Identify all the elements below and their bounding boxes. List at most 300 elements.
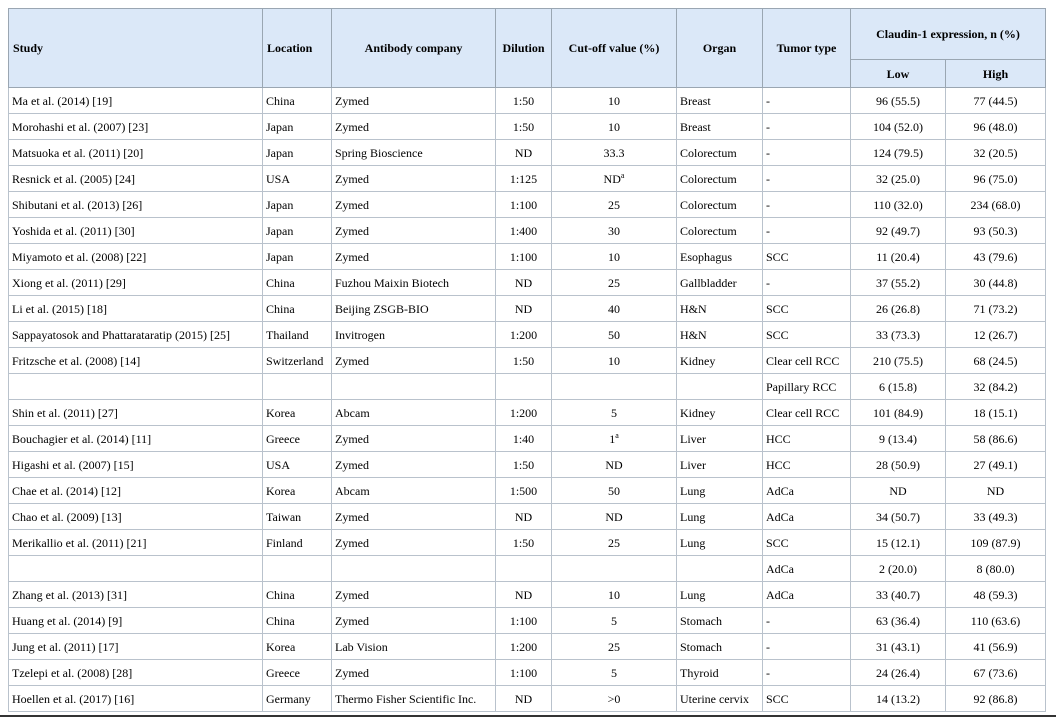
- cell-cutoff-text: 10: [608, 119, 620, 134]
- cell-location-text: Korea: [266, 639, 296, 654]
- cell-tumor-type-text: -: [766, 197, 770, 212]
- cell-dilution: [496, 452, 552, 478]
- cell-location-text: Taiwan: [266, 509, 302, 524]
- cell-antibody-text: Zymed: [335, 431, 369, 446]
- cell-high-text: 32 (20.5): [973, 145, 1018, 160]
- cell-organ-text: Breast: [680, 119, 711, 134]
- cell-antibody-text: Zymed: [335, 119, 369, 134]
- cell-dilution: [496, 166, 552, 192]
- cell-location: [263, 660, 332, 686]
- cell-tumor-type: [763, 218, 851, 244]
- cell-antibody: [332, 686, 496, 712]
- cell-dilution-text: 1:100: [509, 665, 538, 680]
- cell-organ: [677, 400, 763, 426]
- cell-study-text: Jung et al. (2011) [17]: [12, 639, 119, 654]
- cell-tumor-type-text: AdCa: [766, 509, 794, 524]
- cell-antibody: [332, 608, 496, 634]
- cell-high-text: 27 (49.1): [973, 457, 1018, 472]
- cell-location-text: Thailand: [266, 327, 309, 342]
- table-row: [9, 426, 1046, 452]
- cell-study-text: Miyamoto et al. (2008) [22]: [12, 249, 147, 264]
- header-dilution: Dilution: [496, 9, 552, 88]
- cell-tumor-type-text: AdCa: [766, 587, 794, 602]
- cell-location: [263, 218, 332, 244]
- cell-low: [851, 400, 946, 426]
- cell-organ-text: Kidney: [680, 353, 716, 368]
- cell-antibody-text: Zymed: [335, 223, 369, 238]
- cell-antibody-text: Zymed: [335, 93, 369, 108]
- cell-dilution: [496, 634, 552, 660]
- cell-dilution: [496, 114, 552, 140]
- cell-high: [946, 192, 1046, 218]
- cell-study-text: Resnick et al. (2005) [24]: [12, 171, 135, 186]
- cell-low-text: 63 (36.4): [876, 613, 920, 628]
- cell-cutoff-text: 1: [609, 431, 616, 446]
- cell-low: [851, 218, 946, 244]
- header-tumor-type: Tumor type: [763, 9, 851, 88]
- cell-low: [851, 244, 946, 270]
- cell-tumor-type: [763, 140, 851, 166]
- cell-high: [946, 140, 1046, 166]
- cell-tumor-type: [763, 166, 851, 192]
- cell-location: [263, 686, 332, 712]
- cell-location-text: China: [266, 275, 295, 290]
- cell-dilution-text: 1:50: [512, 93, 535, 108]
- table-row: [9, 556, 1046, 582]
- cell-high-text: 96 (48.0): [973, 119, 1018, 134]
- cell-cutoff: [552, 556, 677, 582]
- cell-location-text: China: [266, 587, 295, 602]
- cell-organ-text: Kidney: [680, 405, 716, 420]
- cell-tumor-type: [763, 296, 851, 322]
- cell-location-text: Korea: [266, 405, 296, 420]
- cell-study-text: Xiong et al. (2011) [29]: [12, 275, 126, 290]
- cell-cutoff-text: 50: [608, 327, 620, 342]
- cell-dilution: [496, 88, 552, 114]
- cell-study-text: Li et al. (2015) [18]: [12, 301, 107, 316]
- cell-tumor-type: [763, 478, 851, 504]
- cell-tumor-type: [763, 608, 851, 634]
- cell-study: [9, 478, 263, 504]
- cell-antibody: [332, 426, 496, 452]
- cell-cutoff-text: 25: [608, 197, 620, 212]
- cell-antibody: [332, 192, 496, 218]
- cell-low: [851, 556, 946, 582]
- cell-low-text: 24 (26.4): [876, 665, 920, 680]
- cell-organ: [677, 556, 763, 582]
- cell-high: [946, 218, 1046, 244]
- cell-organ-text: Colorectum: [680, 145, 737, 160]
- cell-high: [946, 686, 1046, 712]
- table-row: [9, 686, 1046, 712]
- cell-cutoff: [552, 140, 677, 166]
- cell-study: [9, 608, 263, 634]
- cell-antibody: [332, 296, 496, 322]
- cell-organ-text: Liver: [680, 431, 706, 446]
- cell-dilution-text: ND: [514, 509, 533, 524]
- cell-location-text: Japan: [266, 145, 294, 160]
- cell-dilution: [496, 660, 552, 686]
- cell-location-text: Switzerland: [266, 353, 324, 368]
- cell-tumor-type-text: Clear cell RCC: [766, 353, 840, 368]
- table-row: [9, 244, 1046, 270]
- cell-study-text: Higashi et al. (2007) [15]: [12, 457, 134, 472]
- cell-tumor-type: [763, 192, 851, 218]
- table-row: [9, 478, 1046, 504]
- cell-dilution-text: ND: [514, 691, 533, 706]
- cell-low: [851, 504, 946, 530]
- cell-study-text: Shibutani et al. (2013) [26]: [12, 197, 143, 212]
- cell-cutoff: [552, 530, 677, 556]
- cell-tumor-type: [763, 504, 851, 530]
- cell-organ: [677, 322, 763, 348]
- cell-low-text: 104 (52.0): [873, 119, 923, 134]
- cell-high-text: 77 (44.5): [973, 93, 1018, 108]
- cell-dilution-text: 1:100: [509, 613, 538, 628]
- table-row: [9, 270, 1046, 296]
- cell-dilution: [496, 374, 552, 400]
- cell-dilution: [496, 556, 552, 582]
- cell-location-text: Germany: [266, 691, 311, 706]
- cell-high-text: 71 (73.2): [973, 301, 1018, 316]
- cell-high: [946, 166, 1046, 192]
- cell-antibody: [332, 582, 496, 608]
- cell-location: [263, 244, 332, 270]
- cell-organ: [677, 530, 763, 556]
- cell-organ-text: Colorectum: [680, 197, 737, 212]
- cell-antibody: [332, 530, 496, 556]
- cell-cutoff-text: ND: [605, 457, 623, 472]
- cell-cutoff: [552, 348, 677, 374]
- cell-dilution-text: 1:50: [512, 535, 535, 550]
- cell-low-text: 26 (26.8): [876, 301, 920, 316]
- cell-organ-text: Colorectum: [680, 223, 737, 238]
- cell-study: [9, 244, 263, 270]
- cell-dilution-text: 1:200: [509, 327, 538, 342]
- cell-cutoff-text: 5: [611, 665, 617, 680]
- header-study: Study: [9, 9, 263, 88]
- cell-location: [263, 504, 332, 530]
- cell-tumor-type: [763, 114, 851, 140]
- cell-tumor-type-text: SCC: [766, 327, 789, 342]
- cell-location-text: Greece: [266, 431, 300, 446]
- cell-tumor-type-text: SCC: [766, 691, 789, 706]
- table-row: [9, 322, 1046, 348]
- cell-cutoff: [552, 218, 677, 244]
- cell-organ: [677, 88, 763, 114]
- cell-study: [9, 634, 263, 660]
- cell-cutoff: [552, 374, 677, 400]
- cell-location-text: Japan: [266, 119, 294, 134]
- cell-tumor-type: [763, 686, 851, 712]
- cell-cutoff: [552, 504, 677, 530]
- table-row: [9, 192, 1046, 218]
- cell-study: [9, 374, 263, 400]
- cell-tumor-type: [763, 530, 851, 556]
- cell-dilution: [496, 270, 552, 296]
- cell-location: [263, 478, 332, 504]
- cell-dilution: [496, 140, 552, 166]
- cell-low: [851, 140, 946, 166]
- header-low: Low: [851, 60, 946, 88]
- cell-low: [851, 192, 946, 218]
- cell-location: [263, 140, 332, 166]
- cell-dilution: [496, 478, 552, 504]
- cell-location: [263, 400, 332, 426]
- cell-study: [9, 140, 263, 166]
- cell-study-text: Matsuoka et al. (2011) [20]: [12, 145, 144, 160]
- cell-cutoff-text: ND: [603, 171, 621, 186]
- cell-organ: [677, 140, 763, 166]
- cell-low: [851, 88, 946, 114]
- cell-high-text: 234 (68.0): [970, 197, 1021, 212]
- cell-study: [9, 348, 263, 374]
- header-cutoff: Cut-off value (%): [552, 9, 677, 88]
- cell-low-text: 32 (25.0): [876, 171, 920, 186]
- table-row: [9, 114, 1046, 140]
- cell-dilution: [496, 530, 552, 556]
- cell-high: [946, 478, 1046, 504]
- cell-cutoff: [552, 582, 677, 608]
- cell-cutoff: [552, 322, 677, 348]
- cell-location-text: USA: [266, 457, 291, 472]
- cell-low: [851, 296, 946, 322]
- cell-tumor-type: [763, 244, 851, 270]
- cell-location: [263, 166, 332, 192]
- cell-study: [9, 322, 263, 348]
- cell-low: [851, 114, 946, 140]
- cell-antibody: [332, 244, 496, 270]
- cell-high: [946, 452, 1046, 478]
- cell-antibody: [332, 348, 496, 374]
- cell-location: [263, 270, 332, 296]
- cell-antibody: [332, 634, 496, 660]
- cell-high: [946, 660, 1046, 686]
- cell-cutoff-text: 25: [608, 535, 620, 550]
- cell-high: [946, 88, 1046, 114]
- cell-study: [9, 582, 263, 608]
- cell-location: [263, 322, 332, 348]
- cell-antibody-text: Zymed: [335, 353, 369, 368]
- cell-organ: [677, 244, 763, 270]
- cell-high: [946, 270, 1046, 296]
- cell-study: [9, 166, 263, 192]
- cell-antibody: [332, 556, 496, 582]
- cell-antibody-text: Thermo Fisher Scientific Inc.: [335, 691, 477, 706]
- table-row: [9, 660, 1046, 686]
- cell-high: [946, 530, 1046, 556]
- cell-organ: [677, 218, 763, 244]
- cell-cutoff: [552, 88, 677, 114]
- cell-high: [946, 322, 1046, 348]
- cell-organ: [677, 348, 763, 374]
- cell-location-text: Japan: [266, 223, 294, 238]
- table-row: [9, 634, 1046, 660]
- cell-low: [851, 322, 946, 348]
- cell-tumor-type-text: HCC: [766, 457, 791, 472]
- cell-tumor-type: [763, 88, 851, 114]
- cell-tumor-type-text: Clear cell RCC: [766, 405, 840, 420]
- cell-dilution: [496, 296, 552, 322]
- cell-organ: [677, 582, 763, 608]
- cell-organ-text: Breast: [680, 93, 711, 108]
- cell-high-text: 41 (56.9): [973, 639, 1018, 654]
- cell-organ: [677, 504, 763, 530]
- cell-tumor-type: [763, 582, 851, 608]
- cell-low: [851, 478, 946, 504]
- cell-low-text: 37 (55.2): [876, 275, 920, 290]
- cell-dilution: [496, 400, 552, 426]
- cell-organ: [677, 686, 763, 712]
- cell-tumor-type: [763, 556, 851, 582]
- cell-tumor-type: [763, 348, 851, 374]
- cell-organ: [677, 660, 763, 686]
- cell-dilution-text: ND: [514, 301, 533, 316]
- cell-cutoff: [552, 634, 677, 660]
- cell-cutoff: [552, 270, 677, 296]
- cell-low-text: 15 (12.1): [876, 535, 920, 550]
- cell-dilution-text: 1:100: [509, 249, 538, 264]
- cell-antibody-text: Abcam: [335, 483, 370, 498]
- bottom-rule: [0, 715, 1056, 717]
- cell-dilution: [496, 504, 552, 530]
- cell-organ-text: Stomach: [680, 613, 722, 628]
- cell-high: [946, 114, 1046, 140]
- cell-antibody-text: Zymed: [335, 171, 369, 186]
- cell-tumor-type: [763, 270, 851, 296]
- header-organ: Organ: [677, 9, 763, 88]
- cell-location: [263, 556, 332, 582]
- cell-organ: [677, 608, 763, 634]
- cell-tumor-type: [763, 374, 851, 400]
- cell-low-text: 101 (84.9): [873, 405, 923, 420]
- cell-low-text: 14 (13.2): [876, 691, 920, 706]
- cell-cutoff-text: 5: [611, 405, 617, 420]
- cell-antibody: [332, 322, 496, 348]
- cell-high: [946, 556, 1046, 582]
- cell-cutoff: [552, 192, 677, 218]
- cell-study-text: Morohashi et al. (2007) [23]: [12, 119, 149, 134]
- cell-study-text: Chao et al. (2009) [13]: [12, 509, 122, 524]
- cell-antibody: [332, 140, 496, 166]
- cell-cutoff: [552, 660, 677, 686]
- cell-high-text: 43 (79.6): [973, 249, 1018, 264]
- header-location: Location: [263, 9, 332, 88]
- cell-study: [9, 686, 263, 712]
- cell-location: [263, 114, 332, 140]
- cell-dilution-text: 1:400: [509, 223, 538, 238]
- cell-location: [263, 608, 332, 634]
- cell-dilution-text: ND: [514, 275, 533, 290]
- cell-high-text: 30 (44.8): [973, 275, 1018, 290]
- cell-antibody-text: Zymed: [335, 613, 369, 628]
- cell-cutoff: [552, 114, 677, 140]
- cell-antibody: [332, 88, 496, 114]
- cell-low: [851, 348, 946, 374]
- table-header: [9, 9, 1046, 88]
- cell-low: [851, 582, 946, 608]
- cell-tumor-type-text: -: [766, 119, 770, 134]
- cell-antibody: [332, 660, 496, 686]
- cell-cutoff-text: 10: [608, 249, 620, 264]
- cell-organ: [677, 426, 763, 452]
- cell-low-text: 6 (15.8): [879, 379, 917, 394]
- cell-high-text: 92 (86.8): [973, 691, 1018, 706]
- cell-low-text: 210 (75.5): [873, 353, 923, 368]
- cell-low: [851, 608, 946, 634]
- cell-cutoff-text: 5: [611, 613, 617, 628]
- cell-low-text: ND: [889, 483, 907, 498]
- cell-study: [9, 556, 263, 582]
- cell-high: [946, 504, 1046, 530]
- cell-high-text: 12 (26.7): [973, 327, 1018, 342]
- cell-organ-text: Lung: [680, 509, 706, 524]
- cell-tumor-type: [763, 322, 851, 348]
- cell-tumor-type: [763, 452, 851, 478]
- claudin-table: [8, 8, 1046, 712]
- cell-dilution-text: 1:125: [509, 171, 538, 186]
- cell-high-text: 8 (80.0): [976, 561, 1015, 576]
- cell-antibody: [332, 452, 496, 478]
- cell-low: [851, 452, 946, 478]
- footnote-marker: a: [620, 170, 625, 180]
- cell-location-text: Greece: [266, 665, 300, 680]
- cell-study: [9, 504, 263, 530]
- header-claudin-expression: Claudin-1 expression, n (%): [851, 9, 1046, 60]
- cell-organ: [677, 270, 763, 296]
- cell-study-text: Shin et al. (2011) [27]: [12, 405, 118, 420]
- table-row: [9, 582, 1046, 608]
- cell-high-text: 33 (49.3): [973, 509, 1018, 524]
- cell-dilution: [496, 582, 552, 608]
- cell-cutoff: [552, 478, 677, 504]
- cell-location-text: China: [266, 613, 295, 628]
- cell-low-text: 9 (13.4): [879, 431, 917, 446]
- cell-cutoff: [552, 426, 677, 452]
- cell-low-text: 28 (50.9): [876, 457, 920, 472]
- cell-tumor-type: [763, 634, 851, 660]
- cell-low: [851, 426, 946, 452]
- cell-high: [946, 400, 1046, 426]
- cell-study: [9, 426, 263, 452]
- cell-location-text: Finland: [266, 535, 303, 550]
- cell-low: [851, 530, 946, 556]
- cell-location: [263, 348, 332, 374]
- cell-dilution: [496, 348, 552, 374]
- cell-cutoff: [552, 608, 677, 634]
- cell-dilution-text: 1:500: [509, 483, 538, 498]
- cell-tumor-type-text: -: [766, 145, 770, 160]
- table-row: [9, 452, 1046, 478]
- cell-dilution-text: ND: [514, 145, 533, 160]
- cell-dilution-text: 1:40: [512, 431, 535, 446]
- cell-low-text: 33 (73.3): [876, 327, 920, 342]
- cell-tumor-type-text: -: [766, 93, 770, 108]
- cell-cutoff: [552, 166, 677, 192]
- cell-cutoff-text: ND: [605, 509, 623, 524]
- cell-cutoff: [552, 400, 677, 426]
- header-antibody: Antibody company: [332, 9, 496, 88]
- cell-high-text: 110 (63.6): [970, 613, 1021, 628]
- cell-tumor-type-text: HCC: [766, 431, 791, 446]
- cell-cutoff-text: >0: [607, 691, 621, 706]
- cell-antibody: [332, 400, 496, 426]
- cell-study: [9, 452, 263, 478]
- cell-high-text: ND: [986, 483, 1005, 498]
- cell-tumor-type: [763, 660, 851, 686]
- cell-cutoff-text: 10: [608, 587, 620, 602]
- cell-dilution: [496, 426, 552, 452]
